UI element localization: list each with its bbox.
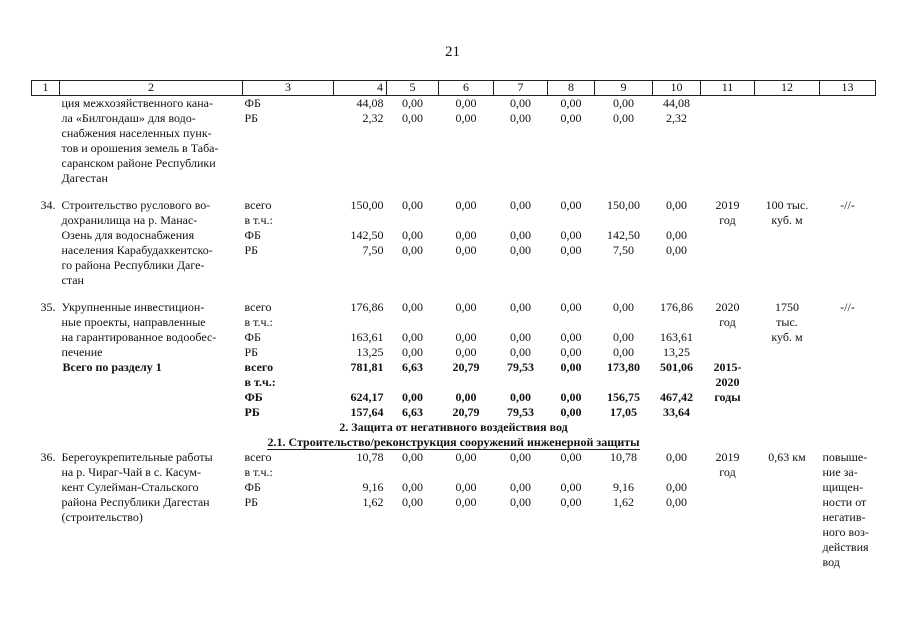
row-col-4: 10,78 9,16 1,62	[356, 450, 384, 509]
total-col-10: 501,06 467,42 33,64	[660, 360, 693, 419]
row-col-4: 176,86 163,61 13,25	[350, 300, 384, 359]
header-col-6: 6	[439, 81, 494, 96]
row-col-12	[755, 96, 820, 187]
row-fund: всего в т.ч.: ФБ РБ	[244, 198, 273, 257]
header-col-7: 7	[494, 81, 548, 96]
row-col-11: 2020 год	[715, 300, 740, 329]
row-col-13: -//-	[840, 198, 855, 212]
header-col-4: 4	[334, 81, 387, 96]
row-col-9: 10,78 9,16 1,62	[610, 450, 637, 509]
row-col-7: 0,00 0,00 0,00	[510, 198, 531, 257]
row-col-8: 0,00 0,00	[560, 96, 582, 125]
row-col-12: 0,63 км	[768, 450, 806, 464]
header-col-5: 5	[387, 81, 439, 96]
row-index: 34.	[40, 198, 56, 212]
table-row	[32, 198, 876, 288]
row-col-13: -//-	[840, 300, 855, 314]
table-row	[32, 450, 876, 570]
page-number: 21	[445, 44, 460, 60]
section-title: 2. Защита от негативного воздействия вод	[339, 420, 568, 434]
total-col-6: 20,79 0,00 20,79	[452, 360, 480, 419]
header-col-1: 1	[32, 81, 60, 96]
row-name: Берегоукрепительные работы на р. Чираг-Чай в с. Касум- кент Сулейман-Стальского района Республики Дагестан (строительство)	[61, 450, 213, 524]
total-row-name: Всего по разделу 1	[62, 360, 162, 374]
total-col-5: 6,63 0,00 6,63	[402, 360, 423, 419]
row-col-7: 0,00 0,00 0,00	[510, 450, 531, 509]
row-col-6: 0,00 0,00	[455, 96, 477, 125]
header-col-12: 12	[755, 81, 820, 96]
row-col-4: 44,08 2,32	[356, 96, 384, 125]
header-col-8: 8	[548, 81, 595, 96]
row-fund: ФБ РБ	[244, 96, 261, 125]
row-col-6: 0,00 0,00 0,00	[455, 300, 477, 359]
total-col-11: 2015- 2020 годы	[713, 360, 742, 404]
row-col-10: 44,08 2,32	[663, 96, 690, 125]
row-col-5: 0,00 0,00 0,00	[402, 198, 423, 257]
row-col-10: 176,86 163,61 13,25	[660, 300, 693, 359]
row-col-6: 0,00 0,00 0,00	[455, 450, 477, 509]
total-col-8: 0,00 0,00 0,00	[560, 360, 582, 419]
row-col-9: 0,00 0,00 0,00	[613, 300, 634, 359]
row-name: Укрупненные инвестицион- ные проекты, направленные на гарантированное водообес- печение	[61, 300, 217, 359]
row-col-9: 150,00 142,50 7,50	[607, 198, 640, 257]
table-row	[32, 96, 876, 187]
total-row-fund: всего в т.ч.: ФБ РБ	[244, 360, 276, 419]
header-col-3: 3	[243, 81, 334, 96]
total-row	[32, 360, 876, 420]
header-col-13: 13	[820, 81, 876, 96]
row-name: Строительство руслового во- дохранилища на р. Манас- Озень для водоснабжения населения Карабудахкентско- го района Республики Даге- стан	[61, 198, 213, 287]
row-index: 35.	[40, 300, 56, 314]
header-col-9: 9	[595, 81, 653, 96]
row-fund: всего в т.ч.: ФБ РБ	[244, 300, 273, 359]
investment-table	[31, 80, 876, 570]
header-col-2: 2	[60, 81, 243, 96]
total-col-4: 781,81 624,17 157,64	[350, 360, 384, 419]
row-fund: всего в т.ч.: ФБ РБ	[244, 450, 273, 509]
row-col-4: 150,00 142,50 7,50	[350, 198, 384, 257]
row-index: 36.	[40, 450, 56, 464]
section-heading-row	[32, 420, 876, 435]
row-col-13: повыше- ние за- щищен- ности от негатив- ного воз- действия вод	[822, 450, 869, 569]
row-col-8: 0,00 0,00 0,00	[560, 300, 582, 359]
row-col-12: 100 тыс. куб. м	[765, 198, 809, 227]
row-col-7: 0,00 0,00 0,00	[510, 300, 531, 359]
row-col-7: 0,00 0,00	[510, 96, 531, 125]
row-col-8: 0,00 0,00 0,00	[560, 198, 582, 257]
row-col-9: 0,00 0,00	[613, 96, 634, 125]
row-col-6: 0,00 0,00 0,00	[455, 198, 477, 257]
total-col-9: 173,80 156,75 17,05	[607, 360, 640, 419]
header-col-11: 11	[701, 81, 755, 96]
row-col-10: 0,00 0,00 0,00	[666, 450, 687, 509]
row-col-5: 0,00 0,00 0,00	[402, 450, 423, 509]
row-name: ция межхозяйственного кана- ла «Билгондаш» для водо- снабжения населенных пунк- тов и орошения земель в Таба- саранском районе Республики Дагестан	[61, 96, 219, 185]
row-col-5: 0,00 0,00	[402, 96, 423, 125]
table-row	[32, 300, 876, 360]
row-col-11	[701, 96, 755, 187]
row-col-11: 2019 год	[715, 450, 740, 479]
row-col-12: 1750 тыс. куб. м	[771, 300, 803, 344]
row-col-11: 2019 год	[715, 198, 740, 227]
row-col-10: 0,00 0,00 0,00	[666, 198, 687, 257]
row-col-13	[820, 96, 876, 187]
row-col-5: 0,00 0,00 0,00	[402, 300, 423, 359]
subsection-heading-row	[32, 435, 876, 450]
header-col-10: 10	[653, 81, 701, 96]
header-row	[32, 81, 876, 96]
subsection-title: 2.1. Строительство/реконструкция сооружений инженерной защиты	[267, 435, 640, 449]
row-col-8: 0,00 0,00 0,00	[560, 450, 582, 509]
row-index	[32, 96, 60, 187]
total-col-7: 79,53 0,00 79,53	[507, 360, 534, 419]
